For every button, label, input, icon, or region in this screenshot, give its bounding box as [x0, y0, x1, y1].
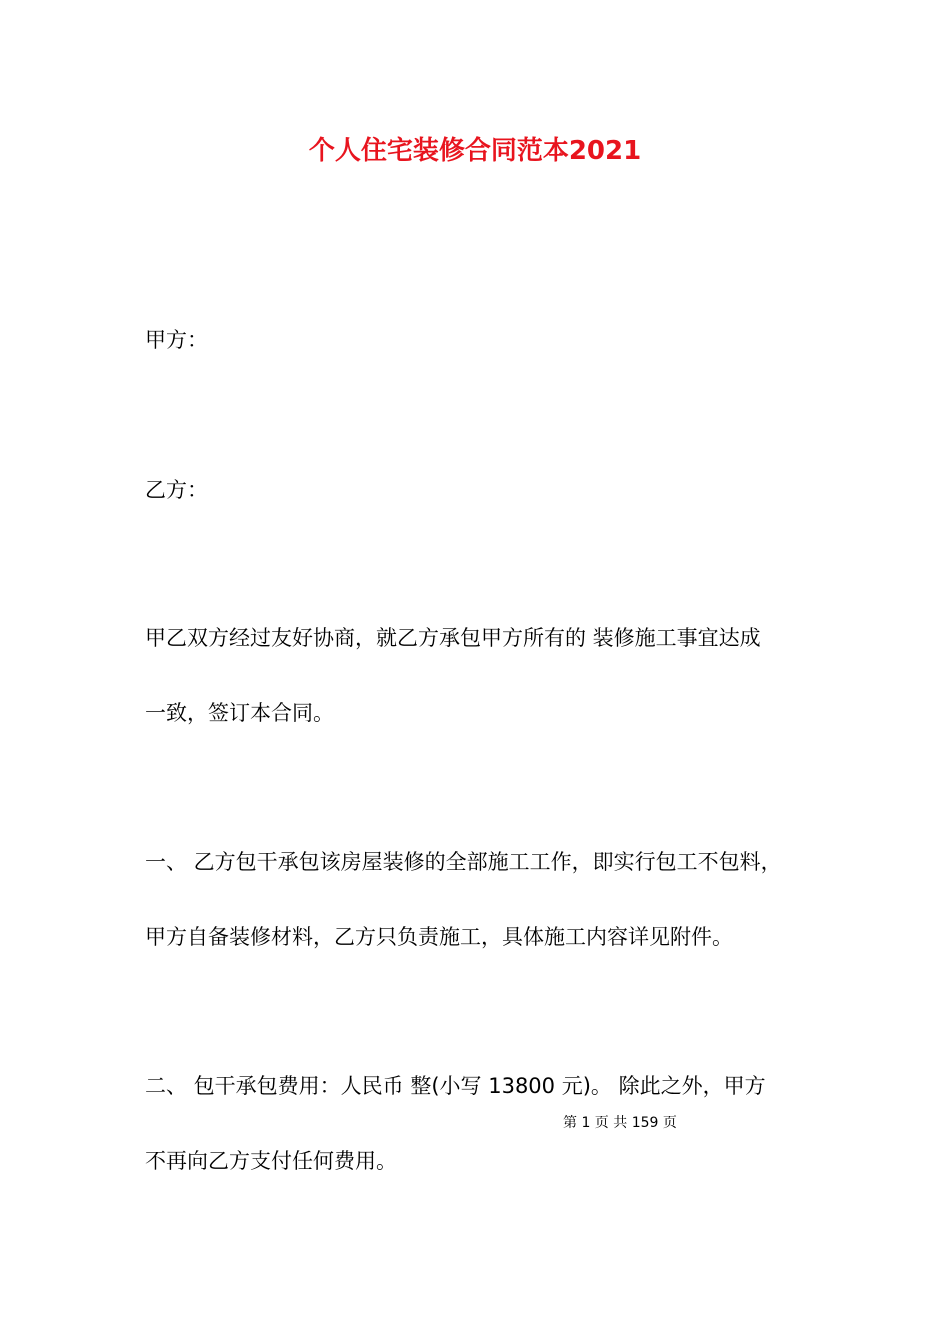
- intro-paragraph-line-2: 一致，签订本合同。: [145, 701, 334, 725]
- clause-2-line-2: 不再向乙方支付任何费用。: [145, 1149, 397, 1173]
- party-a-label: 甲方：: [145, 328, 208, 352]
- document-title: 个人住宅装修合同范本2021: [308, 136, 642, 166]
- intro-paragraph-line-1: 甲乙双方经过友好协商，就乙方承包甲方所有的 装修施工事宜达成: [145, 626, 761, 650]
- party-b-label: 乙方：: [145, 478, 208, 502]
- page-number-footer: 第 1 页 共 159 页: [563, 1115, 677, 1131]
- clause-1-line-1: 一、 乙方包干承包该房屋装修的全部施工工作，即实行包工不包料，: [145, 850, 782, 874]
- clause-1-line-2: 甲方自备装修材料，乙方只负责施工，具体施工内容详见附件。: [145, 925, 733, 949]
- clause-2-line-1: 二、 包干承包费用：人民币 整(小写 13800 元)。 除此之外，甲方: [145, 1074, 766, 1098]
